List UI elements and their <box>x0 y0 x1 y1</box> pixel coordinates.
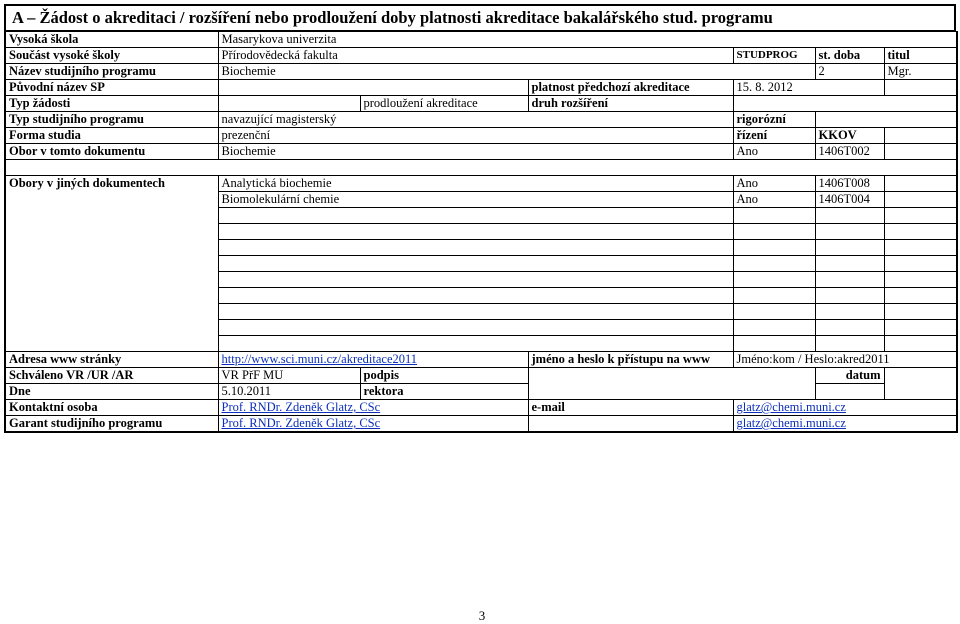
guarantor-email-link[interactable]: glatz@chemi.muni.cz <box>736 416 846 430</box>
other-field-rigorozni <box>733 272 815 288</box>
other-field-name <box>218 224 733 240</box>
row-adresa <box>5 352 957 368</box>
other-field-rigorozni <box>733 224 815 240</box>
label-kkov: KKOV <box>815 128 884 144</box>
other-field-name: Analytická biochemie <box>218 176 733 192</box>
form-table <box>4 31 958 433</box>
value-garant-email <box>733 416 957 433</box>
other-field-kkov <box>815 272 884 288</box>
cell-empty <box>884 320 957 336</box>
label-st-doba: st. doba <box>815 48 884 64</box>
label-email: e-mail <box>528 400 733 416</box>
value-soucast: Přírodovědecká fakulta <box>218 48 733 64</box>
other-field-kkov <box>815 256 884 272</box>
other-field-rigorozni: Ano <box>733 176 815 192</box>
value-typ-programu: navazující magisterský <box>218 112 733 128</box>
label-rektora: rektora <box>360 384 528 400</box>
spacer-row <box>5 160 957 176</box>
other-field-rigorozni: Ano <box>733 192 815 208</box>
cell-empty <box>884 176 957 192</box>
row-forma <box>5 128 957 144</box>
row-garant <box>5 416 957 433</box>
cell-empty <box>528 416 733 433</box>
label-obor: Obor v tomto dokumentu <box>5 144 218 160</box>
other-field-name <box>218 272 733 288</box>
value-schvaleno: VR PřF MU <box>218 368 360 384</box>
other-field-name <box>218 304 733 320</box>
row-nazev <box>5 64 957 80</box>
cell-empty <box>884 144 957 160</box>
contact-person-link[interactable]: Prof. RNDr. Zdeněk Glatz, CSc <box>221 400 381 414</box>
value-druh-rozsireni <box>733 96 957 112</box>
cell-empty <box>884 128 957 144</box>
row-kontakt <box>5 400 957 416</box>
other-field-kkov <box>815 240 884 256</box>
value-login: Jméno:kom / Heslo:akred2011 <box>733 352 957 368</box>
cell-empty <box>815 384 884 400</box>
other-field-name <box>218 240 733 256</box>
row-dne <box>5 384 957 400</box>
other-field-rigorozni <box>733 304 815 320</box>
other-field-name <box>218 288 733 304</box>
cell-empty <box>884 240 957 256</box>
label-obory-jinych: Obory v jiných dokumentech <box>5 176 218 352</box>
value-st-doba: 2 <box>815 64 884 80</box>
other-field-kkov <box>815 336 884 352</box>
row-puvodni <box>5 80 957 96</box>
date-field <box>884 368 957 400</box>
other-field-kkov <box>815 288 884 304</box>
label-jmeno-heslo: jméno a heslo k přístupu na www <box>528 352 733 368</box>
cell-empty <box>884 272 957 288</box>
label-datum: datum <box>815 368 884 384</box>
other-field-kkov <box>815 304 884 320</box>
contact-email-link[interactable]: glatz@chemi.muni.cz <box>736 400 846 414</box>
value-forma: prezenční <box>218 128 733 144</box>
guarantor-link[interactable]: Prof. RNDr. Zdeněk Glatz, CSc <box>221 416 381 430</box>
cell-empty <box>884 80 957 96</box>
value-platnost: 15. 8. 2012 <box>733 80 884 96</box>
label-rizeni: řízení <box>733 128 815 144</box>
value-dne: 5.10.2011 <box>218 384 360 400</box>
value-adresa <box>218 352 528 368</box>
other-field-name <box>218 208 733 224</box>
cell-empty <box>815 112 957 128</box>
label-soucast: Součást vysoké školy <box>5 48 218 64</box>
label-adresa: Adresa www stránky <box>5 352 218 368</box>
other-field-name <box>218 320 733 336</box>
row-obory-jinych-1 <box>5 176 957 192</box>
value-obor-rigorozni: Ano <box>733 144 815 160</box>
cell-empty <box>884 224 957 240</box>
label-platnost: platnost předchozí akreditace <box>528 80 733 96</box>
cell-empty <box>218 96 360 112</box>
label-vysoka-skola: Vysoká škola <box>5 32 218 48</box>
label-kontakt: Kontaktní osoba <box>5 400 218 416</box>
cell-empty <box>884 192 957 208</box>
form-title: A – Žádost o akreditaci / rozšíření nebo prodloužení doby platnosti akreditace bakalářského stud. programu <box>4 4 956 31</box>
label-garant: Garant studijního programu <box>5 416 218 433</box>
label-studprog: STUDPROG <box>733 48 815 64</box>
other-field-rigorozni <box>733 208 815 224</box>
other-field-kkov <box>815 208 884 224</box>
other-field-name <box>218 256 733 272</box>
label-druh-rozsireni: druh rozšíření <box>528 96 733 112</box>
label-schvaleno: Schváleno VR /UR /AR <box>5 368 218 384</box>
value-kontakt-email <box>733 400 957 416</box>
other-field-name <box>218 336 733 352</box>
label-typ-programu: Typ studijního programu <box>5 112 218 128</box>
other-field-rigorozni <box>733 336 815 352</box>
cell-empty <box>884 304 957 320</box>
other-field-rigorozni <box>733 256 815 272</box>
value-typ-zadosti: prodloužení akreditace <box>360 96 528 112</box>
value-nazev: Biochemie <box>218 64 815 80</box>
website-link[interactable]: http://www.sci.muni.cz/akreditace2011 <box>221 352 418 366</box>
other-field-rigorozni <box>733 240 815 256</box>
label-dne: Dne <box>5 384 218 400</box>
row-soucast <box>5 48 957 64</box>
value-obor-kkov: 1406T002 <box>815 144 884 160</box>
cell-empty <box>884 288 957 304</box>
value-vysoka-skola: Masarykova univerzita <box>218 32 957 48</box>
row-schvaleno <box>5 368 957 384</box>
label-podpis: podpis <box>360 368 528 384</box>
label-forma: Forma studia <box>5 128 218 144</box>
value-kontakt <box>218 400 528 416</box>
cell-empty <box>884 208 957 224</box>
row-spacer <box>5 160 957 176</box>
cell-empty <box>884 256 957 272</box>
label-typ-zadosti: Typ žádosti <box>5 96 218 112</box>
other-field-kkov: 1406T004 <box>815 192 884 208</box>
label-nazev: Název studijního programu <box>5 64 218 80</box>
row-vysoka-skola <box>5 32 957 48</box>
page-number: 3 <box>478 608 486 623</box>
label-puvodni: Původní název SP <box>5 80 218 96</box>
value-puvodni <box>218 80 528 96</box>
other-field-kkov: 1406T008 <box>815 176 884 192</box>
value-titul: Mgr. <box>884 64 957 80</box>
value-garant <box>218 416 528 433</box>
other-field-rigorozni <box>733 320 815 336</box>
row-typ-programu <box>5 112 957 128</box>
cell-empty <box>884 336 957 352</box>
application-form <box>4 4 956 433</box>
signature-field <box>528 368 815 400</box>
value-obor: Biochemie <box>218 144 733 160</box>
other-field-rigorozni <box>733 288 815 304</box>
label-titul: titul <box>884 48 957 64</box>
label-rigorozni: rigorózní <box>733 112 815 128</box>
other-field-name: Biomolekulární chemie <box>218 192 733 208</box>
row-typ-zadosti <box>5 96 957 112</box>
other-field-kkov <box>815 320 884 336</box>
row-obor <box>5 144 957 160</box>
other-field-kkov <box>815 224 884 240</box>
